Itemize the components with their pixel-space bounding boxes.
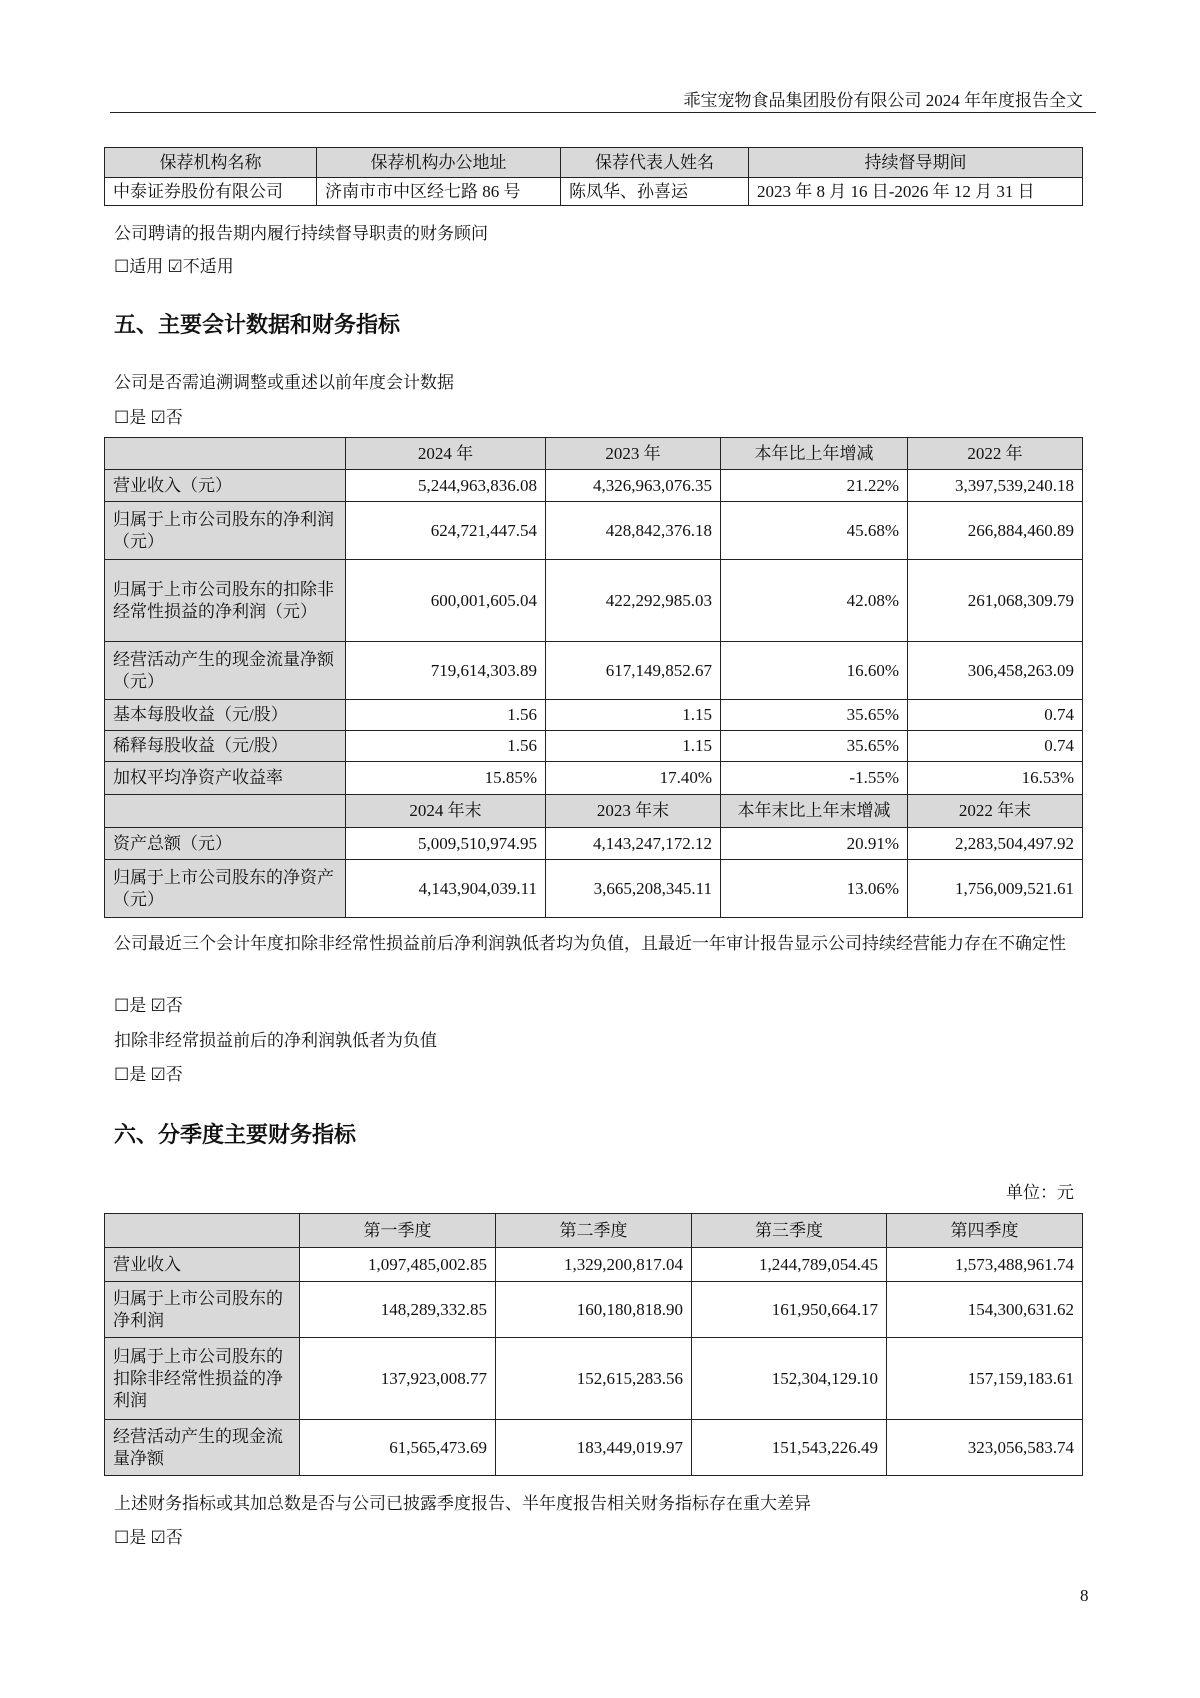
column-header: 本年比上年增减: [721, 438, 908, 470]
cell-value: 15.85%: [346, 762, 546, 795]
cell-value: 1,329,200,817.04: [496, 1248, 692, 1282]
row-label: 归属于上市公司股东的净利润: [105, 1282, 300, 1338]
cell-value: 4,326,963,076.35: [546, 470, 721, 502]
column-header: [105, 438, 346, 470]
table-row: [105, 470, 1083, 502]
table-row: [105, 1420, 1083, 1476]
key-financials-table: [104, 437, 1083, 918]
sponsor-header-address: 保荐机构办公地址: [317, 148, 561, 178]
table-row: [105, 731, 1083, 762]
cell-value: 0.74: [908, 731, 1083, 762]
column-header: 2022 年末: [908, 795, 1083, 828]
restate-choice: ☐是 ☑否: [114, 408, 183, 427]
cell-value: 1,097,485,002.85: [300, 1248, 496, 1282]
cell-value: 183,449,019.97: [496, 1420, 692, 1476]
cell-value: 1.15: [546, 700, 721, 731]
column-header: 2024 年末: [346, 795, 546, 828]
cell-value: 600,001,605.04: [346, 560, 546, 642]
cell-value: 157,159,183.61: [887, 1338, 1083, 1420]
cell-value: 261,068,309.79: [908, 560, 1083, 642]
cell-value: 1.56: [346, 700, 546, 731]
cell-value: 4,143,247,172.12: [546, 828, 721, 860]
difference-question: 上述财务指标或其加总数是否与公司已披露季度报告、半年度报告相关财务指标存在重大差异: [114, 1494, 811, 1513]
column-header: 2023 年: [546, 438, 721, 470]
table-row: [105, 1248, 1083, 1282]
table-row: [105, 1282, 1083, 1338]
column-header: 2024 年: [346, 438, 546, 470]
column-header: 第二季度: [496, 1214, 692, 1248]
sponsor-header-rep: 保荐代表人姓名: [561, 148, 749, 178]
row-label: 营业收入（元）: [105, 470, 346, 502]
cell-value: 152,615,283.56: [496, 1338, 692, 1420]
column-header: 第一季度: [300, 1214, 496, 1248]
table-header-row: [105, 1214, 1083, 1248]
cell-value: 13.06%: [721, 860, 908, 918]
cell-value: 151,543,226.49: [692, 1420, 887, 1476]
unit-label: 单位：元: [1006, 1183, 1074, 1202]
cell-value: 5,009,510,974.95: [346, 828, 546, 860]
sponsor-rep: 陈凤华、孙喜运: [561, 178, 749, 206]
cell-value: 617,149,852.67: [546, 642, 721, 700]
cell-value: 45.68%: [721, 502, 908, 560]
table-row: [105, 700, 1083, 731]
cell-value: 21.22%: [721, 470, 908, 502]
cell-value: 1,244,789,054.45: [692, 1248, 887, 1282]
table-row: [105, 1338, 1083, 1420]
column-header: 第三季度: [692, 1214, 887, 1248]
page-number: 8: [1080, 1586, 1089, 1605]
sponsor-header-period: 持续督导期间: [749, 148, 1083, 178]
restate-question: 公司是否需追溯调整或重述以前年度会计数据: [114, 373, 454, 392]
table-row: [105, 560, 1083, 642]
cell-value: 323,056,583.74: [887, 1420, 1083, 1476]
column-header: 2022 年: [908, 438, 1083, 470]
cell-value: 3,665,208,345.11: [546, 860, 721, 918]
cell-value: 719,614,303.89: [346, 642, 546, 700]
column-header: 本年末比上年末增减: [721, 795, 908, 828]
cell-value: 137,923,008.77: [300, 1338, 496, 1420]
cell-value: 160,180,818.90: [496, 1282, 692, 1338]
table-row: [105, 828, 1083, 860]
cell-value: 16.53%: [908, 762, 1083, 795]
advisor-note: 公司聘请的报告期内履行持续督导职责的财务顾问: [114, 224, 488, 243]
cell-value: 161,950,664.17: [692, 1282, 887, 1338]
sponsor-header-name: 保荐机构名称: [105, 148, 317, 178]
column-header: 2023 年末: [546, 795, 721, 828]
section6-title: 六、分季度主要财务指标: [114, 1123, 357, 1148]
header-divider: [110, 112, 1096, 113]
cell-value: 0.74: [908, 700, 1083, 731]
negative-choice: ☐是 ☑否: [114, 1065, 183, 1084]
row-label: 基本每股收益（元/股）: [105, 700, 346, 731]
cell-value: 42.08%: [721, 560, 908, 642]
table-row: [105, 860, 1083, 918]
cell-value: 1.56: [346, 731, 546, 762]
row-label: 归属于上市公司股东的净利润（元）: [105, 502, 346, 560]
cell-value: 152,304,129.10: [692, 1338, 887, 1420]
advisor-choice: ☐适用 ☑不适用: [114, 257, 234, 276]
column-header: [105, 1214, 300, 1248]
cell-value: 3,397,539,240.18: [908, 470, 1083, 502]
cell-value: 35.65%: [721, 700, 908, 731]
row-label: 加权平均净资产收益率: [105, 762, 346, 795]
going-concern-choice: ☐是 ☑否: [114, 996, 183, 1015]
cell-value: 4,143,904,039.11: [346, 860, 546, 918]
cell-value: 61,565,473.69: [300, 1420, 496, 1476]
table-header-row: [105, 795, 1083, 828]
column-header: [105, 795, 346, 828]
cell-value: -1.55%: [721, 762, 908, 795]
cell-value: 1.15: [546, 731, 721, 762]
row-label: 经营活动产生的现金流量净额（元）: [105, 642, 346, 700]
negative-question: 扣除非经常损益前后的净利润孰低者为负值: [114, 1031, 437, 1050]
sponsor-name: 中泰证券股份有限公司: [105, 178, 317, 206]
cell-value: 20.91%: [721, 828, 908, 860]
column-header: 第四季度: [887, 1214, 1083, 1248]
quarterly-table: [104, 1213, 1083, 1476]
cell-value: 2,283,504,497.92: [908, 828, 1083, 860]
cell-value: 5,244,963,836.08: [346, 470, 546, 502]
cell-value: 624,721,447.54: [346, 502, 546, 560]
sponsor-table: [104, 147, 1083, 206]
cell-value: 35.65%: [721, 731, 908, 762]
cell-value: 306,458,263.09: [908, 642, 1083, 700]
cell-value: 266,884,460.89: [908, 502, 1083, 560]
row-label: 归属于上市公司股东的扣除非经常性损益的净利润（元）: [105, 560, 346, 642]
row-label: 归属于上市公司股东的扣除非经常性损益的净利润: [105, 1338, 300, 1420]
cell-value: 1,756,009,521.61: [908, 860, 1083, 918]
difference-choice: ☐是 ☑否: [114, 1528, 183, 1547]
cell-value: 1,573,488,961.74: [887, 1248, 1083, 1282]
cell-value: 148,289,332.85: [300, 1282, 496, 1338]
table-row: [105, 762, 1083, 795]
going-concern-question: 公司最近三个会计年度扣除非经常性损益前后净利润孰低者均为负值，且最近一年审计报告显示公司持续经营能力存在不确定性: [114, 934, 1066, 953]
sponsor-address: 济南市市中区经七路 86 号: [317, 178, 561, 206]
section5-title: 五、主要会计数据和财务指标: [114, 313, 401, 338]
cell-value: 154,300,631.62: [887, 1282, 1083, 1338]
row-label: 资产总额（元）: [105, 828, 346, 860]
row-label: 经营活动产生的现金流量净额: [105, 1420, 300, 1476]
report-header-title: 乖宝宠物食品集团股份有限公司 2024 年年度报告全文: [683, 91, 1083, 110]
cell-value: 17.40%: [546, 762, 721, 795]
row-label: 稀释每股收益（元/股）: [105, 731, 346, 762]
row-label: 归属于上市公司股东的净资产（元）: [105, 860, 346, 918]
table-row: [105, 502, 1083, 560]
table-row: [105, 642, 1083, 700]
row-label: 营业收入: [105, 1248, 300, 1282]
sponsor-period: 2023 年 8 月 16 日-2026 年 12 月 31 日: [749, 178, 1083, 206]
table-header-row: [105, 438, 1083, 470]
cell-value: 422,292,985.03: [546, 560, 721, 642]
cell-value: 16.60%: [721, 642, 908, 700]
cell-value: 428,842,376.18: [546, 502, 721, 560]
